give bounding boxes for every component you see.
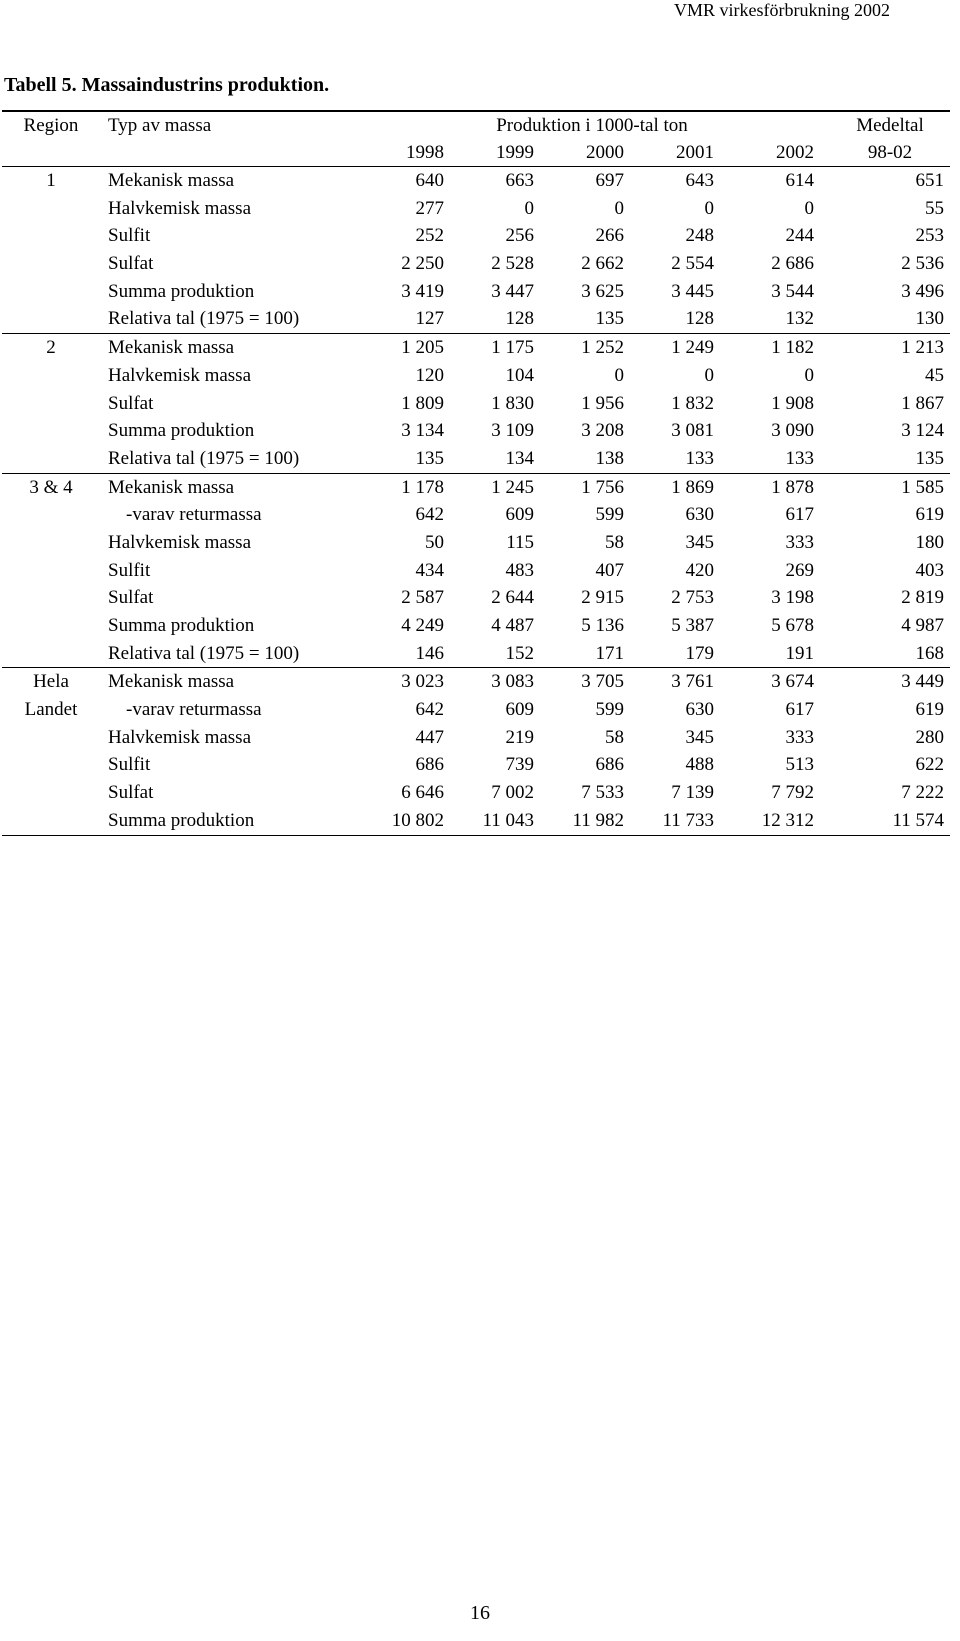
table-row: [2, 779, 950, 807]
production-group-header: Produktion i 1000-tal ton: [496, 115, 688, 136]
value-cell: 640: [415, 170, 444, 191]
table-row: [2, 612, 950, 640]
value-cell: 219: [505, 726, 534, 748]
value-cell: 3 134: [401, 420, 444, 442]
value-cell: 120: [415, 364, 444, 386]
table-header-row-2: [2, 139, 950, 167]
mean-value-cell: 45: [925, 364, 944, 386]
mean-value-cell: 619: [915, 699, 944, 721]
value-cell: 617: [785, 504, 814, 526]
value-cell: 134: [505, 447, 534, 469]
value-cell: 133: [785, 447, 814, 469]
value-cell: 135: [415, 447, 444, 469]
value-cell: 3 083: [491, 671, 534, 693]
value-cell: 1 956: [581, 392, 624, 414]
value-cell: 1 252: [581, 337, 624, 359]
value-cell: 420: [685, 559, 714, 581]
value-cell: 3 447: [491, 280, 534, 302]
value-cell: 133: [685, 447, 714, 469]
mean-value-cell: 3 124: [901, 420, 944, 442]
mean-value-cell: 280: [915, 726, 944, 748]
region-cell: Landet: [24, 699, 78, 721]
table-row: [2, 362, 950, 390]
value-cell: 3 445: [671, 280, 714, 302]
value-cell: 3 023: [401, 671, 444, 693]
year-header: 2000: [586, 142, 624, 163]
mean-value-cell: 135: [915, 447, 944, 469]
type-cell: Sulfat: [108, 587, 154, 609]
type-cell: Sulfit: [108, 225, 151, 247]
table-row: [2, 807, 950, 836]
value-cell: 0: [614, 197, 624, 219]
value-cell: 3 419: [401, 280, 444, 302]
value-cell: 10 802: [391, 809, 444, 831]
type-cell: Halvkemisk massa: [108, 197, 252, 219]
value-cell: 1 830: [491, 392, 534, 414]
table-row: [2, 305, 950, 333]
value-cell: 135: [595, 308, 624, 330]
value-cell: 7 533: [581, 782, 624, 804]
type-cell: Halvkemisk massa: [108, 726, 252, 748]
mean-value-cell: 3 449: [901, 671, 944, 693]
table-row: [2, 278, 950, 306]
value-cell: 5 136: [581, 615, 624, 636]
value-cell: 252: [415, 225, 444, 247]
value-cell: 2 915: [581, 587, 624, 609]
table-row: [2, 557, 950, 585]
mean-value-cell: 7 222: [901, 782, 944, 804]
value-cell: 179: [685, 642, 714, 664]
type-cell: Sulfat: [108, 392, 154, 414]
table-row: [2, 640, 950, 668]
value-cell: 256: [505, 225, 534, 247]
table-row: [2, 667, 950, 696]
value-cell: 128: [685, 308, 714, 330]
value-cell: 3 674: [771, 671, 814, 693]
value-cell: 7 139: [671, 782, 714, 804]
value-cell: 171: [595, 642, 624, 664]
type-cell: Summa produktion: [108, 809, 255, 831]
table-header-row-1: [2, 112, 950, 139]
value-cell: 1 756: [581, 476, 624, 498]
value-cell: 407: [595, 559, 624, 581]
value-cell: 663: [505, 170, 534, 191]
value-cell: 11 043: [482, 809, 534, 831]
table-row: [2, 724, 950, 752]
page-number: 16: [470, 1602, 490, 1624]
value-cell: 266: [595, 225, 624, 247]
value-cell: 599: [595, 504, 624, 526]
mean-value-cell: 2 536: [901, 253, 944, 275]
value-cell: 1 182: [771, 337, 814, 359]
value-cell: 447: [415, 726, 444, 748]
mean-value-cell: 619: [915, 504, 944, 526]
value-cell: 1 175: [491, 337, 534, 359]
value-cell: 0: [614, 364, 624, 386]
value-cell: 3 625: [581, 280, 624, 302]
table-row: [2, 167, 950, 195]
table-row: [2, 445, 950, 473]
table-row: [2, 584, 950, 612]
table-row: [2, 417, 950, 445]
value-cell: 58: [605, 531, 624, 553]
value-cell: 152: [505, 642, 534, 664]
value-cell: 0: [804, 364, 814, 386]
value-cell: 12 312: [761, 809, 814, 831]
value-cell: 115: [506, 531, 534, 553]
mean-value-cell: 2 819: [901, 587, 944, 609]
table-row: [2, 195, 950, 223]
value-cell: 630: [685, 504, 714, 526]
type-cell: Relativa tal (1975 = 100): [108, 642, 300, 664]
value-cell: 599: [595, 699, 624, 721]
type-cell: Mekanisk massa: [108, 671, 235, 693]
value-cell: 2 250: [401, 253, 444, 275]
type-cell: Summa produktion: [108, 420, 255, 442]
value-cell: 127: [415, 308, 444, 330]
value-cell: 7 002: [491, 782, 534, 804]
value-cell: 686: [415, 754, 444, 776]
value-cell: 146: [415, 642, 444, 664]
value-cell: 4 249: [401, 615, 444, 636]
type-cell: Sulfat: [108, 782, 154, 804]
region-cell: 2: [46, 337, 56, 359]
value-cell: 2 587: [401, 587, 444, 609]
value-cell: 630: [685, 699, 714, 721]
value-cell: 5 387: [671, 615, 714, 636]
value-cell: 345: [685, 531, 714, 553]
value-cell: 138: [595, 447, 624, 469]
mean-value-cell: 4 987: [901, 615, 944, 636]
value-cell: 1 832: [671, 392, 714, 414]
value-cell: 191: [785, 642, 814, 664]
table-row: [2, 696, 950, 724]
production-table: [2, 110, 950, 836]
type-cell: Relativa tal (1975 = 100): [108, 447, 300, 469]
type-cell: Summa produktion: [108, 280, 255, 302]
value-cell: 642: [415, 699, 444, 721]
year-header: 2002: [776, 142, 814, 163]
value-cell: 642: [415, 504, 444, 526]
value-cell: 248: [685, 225, 714, 247]
value-cell: 3 544: [771, 280, 814, 302]
type-cell: Sulfit: [108, 559, 151, 581]
year-header: 1999: [496, 142, 534, 163]
value-cell: 0: [804, 197, 814, 219]
value-cell: 2 554: [671, 253, 714, 275]
table-row: [2, 333, 950, 362]
table-row: [2, 529, 950, 557]
mean-value-cell: 1 585: [901, 476, 944, 498]
value-cell: 104: [505, 364, 534, 386]
value-cell: 1 908: [771, 392, 814, 414]
type-cell: Relativa tal (1975 = 100): [108, 308, 300, 330]
value-cell: 609: [505, 699, 534, 721]
table-row: [2, 250, 950, 278]
type-cell: Summa produktion: [108, 615, 255, 636]
value-cell: 3 081: [671, 420, 714, 442]
region-cell: 1: [46, 170, 56, 191]
region-column-header: Region: [23, 115, 79, 136]
mean-period-header: 98-02: [867, 142, 913, 163]
table-title: Tabell 5. Massaindustrins produktion.: [4, 74, 330, 96]
value-cell: 1 205: [401, 337, 444, 359]
value-cell: 3 761: [671, 671, 714, 693]
value-cell: 333: [785, 531, 814, 553]
mean-value-cell: 253: [915, 225, 944, 247]
table-row: [2, 751, 950, 779]
mean-value-cell: 3 496: [901, 280, 944, 302]
mean-value-cell: 622: [915, 754, 944, 776]
value-cell: 609: [505, 504, 534, 526]
value-cell: 1 878: [771, 476, 814, 498]
type-cell: Sulfat: [108, 253, 154, 275]
value-cell: 643: [685, 170, 714, 191]
value-cell: 2 753: [671, 587, 714, 609]
value-cell: 434: [415, 559, 444, 581]
value-cell: 7 792: [771, 782, 814, 804]
mean-value-cell: 1 213: [901, 337, 944, 359]
year-header: 2001: [676, 142, 714, 163]
year-header: 1998: [406, 142, 444, 163]
value-cell: 1 869: [671, 476, 714, 498]
value-cell: 3 090: [771, 420, 814, 442]
value-cell: 1 249: [671, 337, 714, 359]
value-cell: 739: [505, 754, 534, 776]
value-cell: 4 487: [491, 615, 534, 636]
mean-value-cell: 651: [915, 170, 944, 191]
type-cell: -varav returmassa: [126, 699, 262, 721]
value-cell: 244: [785, 225, 814, 247]
value-cell: 513: [785, 754, 814, 776]
value-cell: 132: [785, 308, 814, 330]
value-cell: 6 646: [401, 782, 444, 804]
value-cell: 614: [785, 170, 814, 191]
type-cell: Halvkemisk massa: [108, 364, 252, 386]
value-cell: 2 686: [771, 253, 814, 275]
region-cell: 3 & 4: [29, 476, 73, 498]
mean-value-cell: 55: [925, 197, 944, 219]
value-cell: 1 809: [401, 392, 444, 414]
mean-group-header: Medeltal: [856, 115, 924, 136]
value-cell: 3 705: [581, 671, 624, 693]
value-cell: 333: [785, 726, 814, 748]
region-cell: Hela: [33, 671, 69, 693]
value-cell: 686: [595, 754, 624, 776]
value-cell: 0: [704, 197, 714, 219]
type-cell: Halvkemisk massa: [108, 531, 252, 553]
value-cell: 483: [505, 559, 534, 581]
mean-value-cell: 180: [915, 531, 944, 553]
value-cell: 5 678: [771, 615, 814, 636]
value-cell: 0: [524, 197, 534, 219]
value-cell: 697: [595, 170, 624, 191]
value-cell: 128: [505, 308, 534, 330]
value-cell: 277: [415, 197, 444, 219]
value-cell: 345: [685, 726, 714, 748]
value-cell: 488: [685, 754, 714, 776]
value-cell: 50: [425, 531, 444, 553]
value-cell: 1 245: [491, 476, 534, 498]
value-cell: 2 662: [581, 253, 624, 275]
value-cell: 269: [785, 559, 814, 581]
type-cell: -varav returmassa: [126, 504, 262, 526]
value-cell: 2 528: [491, 253, 534, 275]
type-cell: Mekanisk massa: [108, 170, 235, 191]
type-cell: Mekanisk massa: [108, 476, 235, 498]
value-cell: 3 208: [581, 420, 624, 442]
value-cell: 11 982: [572, 809, 624, 831]
type-cell: Sulfit: [108, 754, 151, 776]
value-cell: 2 644: [491, 587, 534, 609]
value-cell: 1 178: [401, 476, 444, 498]
value-cell: 3 109: [491, 420, 534, 442]
table-row: [2, 222, 950, 250]
value-cell: 0: [704, 364, 714, 386]
running-header: VMR virkesförbrukning 2002: [674, 0, 890, 20]
value-cell: 3 198: [771, 587, 814, 609]
table-row: [2, 473, 950, 502]
type-column-header: Typ av massa: [108, 115, 212, 136]
value-cell: 11 733: [662, 809, 714, 831]
value-cell: 617: [785, 699, 814, 721]
table-row: [2, 501, 950, 529]
mean-value-cell: 1 867: [901, 392, 944, 414]
table-row: [2, 390, 950, 418]
mean-value-cell: 168: [915, 642, 944, 664]
mean-value-cell: 403: [915, 559, 944, 581]
mean-value-cell: 11 574: [892, 809, 944, 831]
table-body: [2, 167, 950, 836]
value-cell: 58: [605, 726, 624, 748]
type-cell: Mekanisk massa: [108, 337, 235, 359]
mean-value-cell: 130: [915, 308, 944, 330]
